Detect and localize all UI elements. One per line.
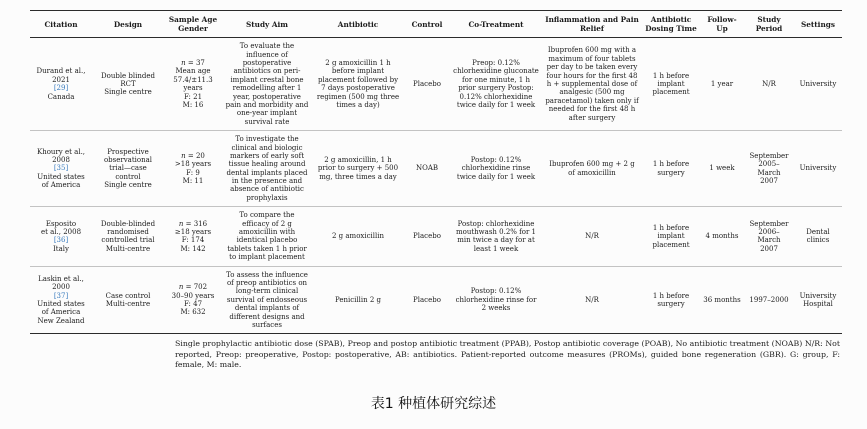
cell-follow-up — [700, 266, 744, 334]
citation-ref-link[interactable]: [37] — [53, 291, 69, 300]
cell-sample-age-gender — [164, 266, 222, 334]
cell-line: March — [757, 168, 781, 177]
cell-design — [92, 207, 164, 266]
cell-line: Double blinded — [101, 71, 155, 80]
cell-co-treatment — [450, 38, 542, 131]
column-header-dosing-time: Antibiotic Dosing Time — [642, 11, 700, 38]
cell-line: 30–90 years — [171, 291, 215, 300]
cell-line: 57.4/±11.3 — [173, 75, 213, 84]
cell-line: N/R — [762, 79, 776, 88]
cell-line: 2000 — [52, 283, 70, 292]
cell-pain-relief — [542, 131, 642, 207]
cell-follow-up — [700, 207, 744, 266]
cell-line: Khoury et al., — [36, 147, 86, 156]
cell-line: controlled trial — [101, 236, 155, 245]
cell-study-period — [744, 131, 794, 207]
cell-pain-relief — [542, 266, 642, 334]
cell-line: 1 week — [709, 164, 735, 173]
cell-line: Placebo — [413, 295, 441, 304]
cell-control — [404, 38, 450, 131]
header-row — [30, 11, 842, 38]
table-row — [30, 207, 842, 266]
cell-sample-age-gender — [164, 38, 222, 131]
cell-antibiotic — [312, 131, 404, 207]
table-row — [30, 131, 842, 207]
cell-line: Canada — [47, 92, 75, 101]
cell-line: 1 h before implant placement — [652, 223, 690, 249]
cell-dosing-time — [642, 266, 700, 334]
studies-table — [30, 10, 842, 334]
cell-line: M: 11 — [182, 177, 204, 186]
cell-line: Postop: 0.12% chlorhexidine rinse for 2 weeks — [455, 287, 537, 313]
cell-sample-age-gender — [164, 131, 222, 207]
cell-line: ≥18 years — [174, 228, 212, 237]
cell-line: n = 37 — [181, 59, 205, 67]
citation-ref-link[interactable]: [36] — [53, 236, 69, 245]
cell-citation — [30, 207, 92, 266]
cell-line: F: 9 — [186, 168, 200, 177]
cell-line: N/R — [585, 232, 599, 241]
cell-line: F: 47 — [183, 299, 203, 308]
column-header-pain-relief: Inflammation and Pain Relief — [542, 11, 642, 38]
cell-line: University — [799, 79, 837, 88]
column-header-settings: Settings — [794, 11, 842, 38]
cell-line: 2007 — [760, 177, 778, 186]
table-body — [30, 38, 842, 334]
cell-settings — [794, 38, 842, 131]
cell-line: Postop: 0.12% chlorhexidine rinse twice daily for 1 week — [456, 156, 536, 181]
cell-line: M: 16 — [182, 100, 204, 109]
cell-line: To assess the influence of preop antibiotics on long-term clinical survival of endosseous dental implants of different designs and surfaces — [226, 270, 308, 329]
cell-line: randomised — [107, 228, 149, 237]
cell-line: Hospital — [803, 299, 833, 308]
cell-line: Esposito — [45, 219, 77, 228]
cell-co-treatment — [450, 207, 542, 266]
cell-line: Ibuprofen 600 mg + 2 g of amoxicillin — [549, 160, 635, 177]
cell-line: University — [799, 164, 837, 173]
cell-line: clinics — [806, 236, 830, 245]
cell-line: of America — [41, 181, 81, 190]
cell-line: trial—case — [109, 164, 147, 173]
cell-line: RCT — [120, 79, 136, 88]
column-header-study-period: Study Period — [744, 11, 794, 38]
cell-line: 1 year — [710, 79, 734, 88]
cell-follow-up — [700, 131, 744, 207]
cell-citation — [30, 131, 92, 207]
cell-antibiotic — [312, 266, 404, 334]
cell-line: 4 months — [705, 232, 739, 241]
cell-line: Double-blinded — [100, 219, 156, 228]
table-footnote: Single prophylactic antibiotic dose (SPAB), Preop and postop antibiotic treatment (PPAB), Postop antibiotic coverage (POAB), No antibiotic treatment (NOAB) N/R: Not reported, Preop: preoperative, Postop: postoperative, AB: antibiotics. Patient-reported outcome measures (PROMs), guided bone regeneration (GBR). G: group, F: female, M: male. — [175, 339, 840, 370]
cell-line: Italy — [53, 244, 69, 253]
cell-control — [404, 131, 450, 207]
cell-line: observational — [103, 156, 153, 165]
cell-line: 2 g amoxicillin — [332, 232, 384, 241]
cell-line: Multi-centre — [105, 244, 151, 253]
cell-study-aim — [222, 38, 312, 131]
cell-line: Single centre — [104, 181, 152, 190]
cell-design — [92, 38, 164, 131]
cell-settings — [794, 207, 842, 266]
cell-line: Single centre — [104, 88, 152, 97]
cell-line: n = 702 — [178, 283, 208, 292]
cell-line: University — [799, 291, 837, 300]
cell-design — [92, 131, 164, 207]
cell-line: To evaluate the influence of postoperative antibiotics on peri-implant crestal bone remodelling after 1 year, postoperative pain and morbidity and one-year implant survival rate — [225, 42, 309, 126]
cell-line: Laskin et al., — [38, 274, 84, 283]
cell-line: Durand et al., — [36, 67, 86, 76]
column-header-sample-age-gender: Sample Age Gender — [164, 11, 222, 38]
cell-line: United states — [37, 172, 85, 181]
cell-control — [404, 266, 450, 334]
cell-co-treatment — [450, 131, 542, 207]
cell-pain-relief — [542, 38, 642, 131]
cell-line: 2 g amoxicillin 1 h before implant placement followed by 7 days postoperative regimen (500 mg three times a day) — [316, 59, 400, 109]
cell-line: Multi-centre — [105, 299, 151, 308]
cell-antibiotic — [312, 38, 404, 131]
cell-line: Placebo — [413, 79, 441, 88]
cell-line: years — [183, 84, 203, 93]
table-caption: 表1 种植体研究综述 — [370, 395, 497, 412]
cell-line: Prospective — [107, 147, 149, 156]
column-header-control: Control — [404, 11, 450, 38]
cell-line: Preop: 0.12% chlorhexidine gluconate for one minute, 1 h prior surgery Postop: 0.12% chlorhexidine twice daily for 1 week — [453, 59, 539, 109]
table-row — [30, 266, 842, 334]
cell-antibiotic — [312, 207, 404, 266]
cell-line: F: 174 — [181, 236, 205, 245]
cell-line: 1 h before surgery — [652, 291, 690, 308]
column-header-design: Design — [92, 11, 164, 38]
studies-table-container — [30, 10, 840, 334]
table-row — [30, 38, 842, 131]
cell-study-aim — [222, 131, 312, 207]
cell-study-period — [744, 266, 794, 334]
cell-sample-age-gender — [164, 207, 222, 266]
cell-dosing-time — [642, 207, 700, 266]
cell-co-treatment — [450, 266, 542, 334]
cell-citation — [30, 38, 92, 131]
cell-study-period — [744, 38, 794, 131]
cell-line: Case control — [105, 291, 151, 300]
cell-line: United states — [37, 299, 85, 308]
cell-line: March — [757, 236, 781, 245]
citation-ref-link[interactable]: [29] — [53, 84, 69, 93]
cell-line: Placebo — [413, 232, 441, 241]
cell-line: N/R — [585, 295, 599, 304]
cell-pain-relief — [542, 207, 642, 266]
cell-settings — [794, 131, 842, 207]
column-header-follow-up: Follow-Up — [700, 11, 744, 38]
cell-line: M: 142 — [180, 244, 206, 253]
cell-line: NOAB — [415, 164, 439, 173]
cell-line: 36 months — [703, 295, 741, 304]
cell-line: 2008 — [52, 156, 70, 165]
column-header-co-treatment: Co-Treatment — [450, 11, 542, 38]
cell-line: 2006– — [758, 228, 780, 237]
cell-dosing-time — [642, 38, 700, 131]
cell-line: F: 21 — [183, 92, 203, 101]
cell-study-aim — [222, 207, 312, 266]
cell-settings — [794, 266, 842, 334]
cell-dosing-time — [642, 131, 700, 207]
cell-line: Ibuprofen 600 mg with a maximum of four tablets per day to be taken every four hours for the first 48 h + supplemental dose of analgesic (500 mg paracetamol) taken only if needed for the first 48 h after surgery — [545, 46, 639, 122]
column-header-antibiotic: Antibiotic — [312, 11, 404, 38]
cell-line: Dental — [806, 228, 830, 237]
cell-control — [404, 207, 450, 266]
cell-line: >18 years — [174, 160, 212, 169]
cell-line: 1 h before surgery — [652, 160, 690, 177]
cell-line: To compare the efficacy of 2 g amoxicillin with identical placebo tablets taken 1 h prior to implant placement — [227, 211, 307, 262]
cell-design — [92, 266, 164, 334]
table-header — [30, 11, 842, 38]
cell-line: 1997–2000 — [749, 295, 789, 304]
cell-line: of America — [41, 308, 81, 317]
cell-line: Mean age — [175, 67, 211, 76]
cell-line: 2 g amoxicillin, 1 h prior to surgery + 500 mg, three times a day — [317, 156, 399, 181]
cell-citation — [30, 266, 92, 334]
cell-line: New Zealand — [37, 316, 85, 325]
column-header-study-aim: Study Aim — [222, 11, 312, 38]
column-header-citation: Citation — [30, 11, 92, 38]
citation-ref-link[interactable]: [35] — [53, 164, 69, 173]
cell-line: 2007 — [760, 244, 778, 253]
cell-line: n = 20 — [181, 151, 205, 160]
cell-follow-up — [700, 38, 744, 131]
cell-study-aim — [222, 266, 312, 334]
cell-line: September — [749, 219, 789, 228]
cell-study-period — [744, 207, 794, 266]
cell-line: 2021 — [52, 75, 70, 84]
cell-line: M: 632 — [180, 308, 206, 317]
cell-line: et al., 2008 — [40, 228, 82, 237]
cell-line: Postop: chlorhexidine mouthwash 0.2% for 1 min twice a day for at least 1 week — [455, 219, 536, 253]
cell-line: Penicillin 2 g — [334, 295, 382, 304]
cell-line: 1 h before implant placement — [652, 71, 690, 97]
cell-line: control — [115, 172, 141, 181]
cell-line: 2005– — [758, 160, 780, 169]
cell-line: September — [749, 151, 789, 160]
cell-line: n = 316 — [178, 219, 208, 228]
cell-line: To investigate the clinical and biologic markers of early soft tissue healing around dental implants placed in the presence and absence of antibiotic prophylaxis — [226, 135, 308, 202]
